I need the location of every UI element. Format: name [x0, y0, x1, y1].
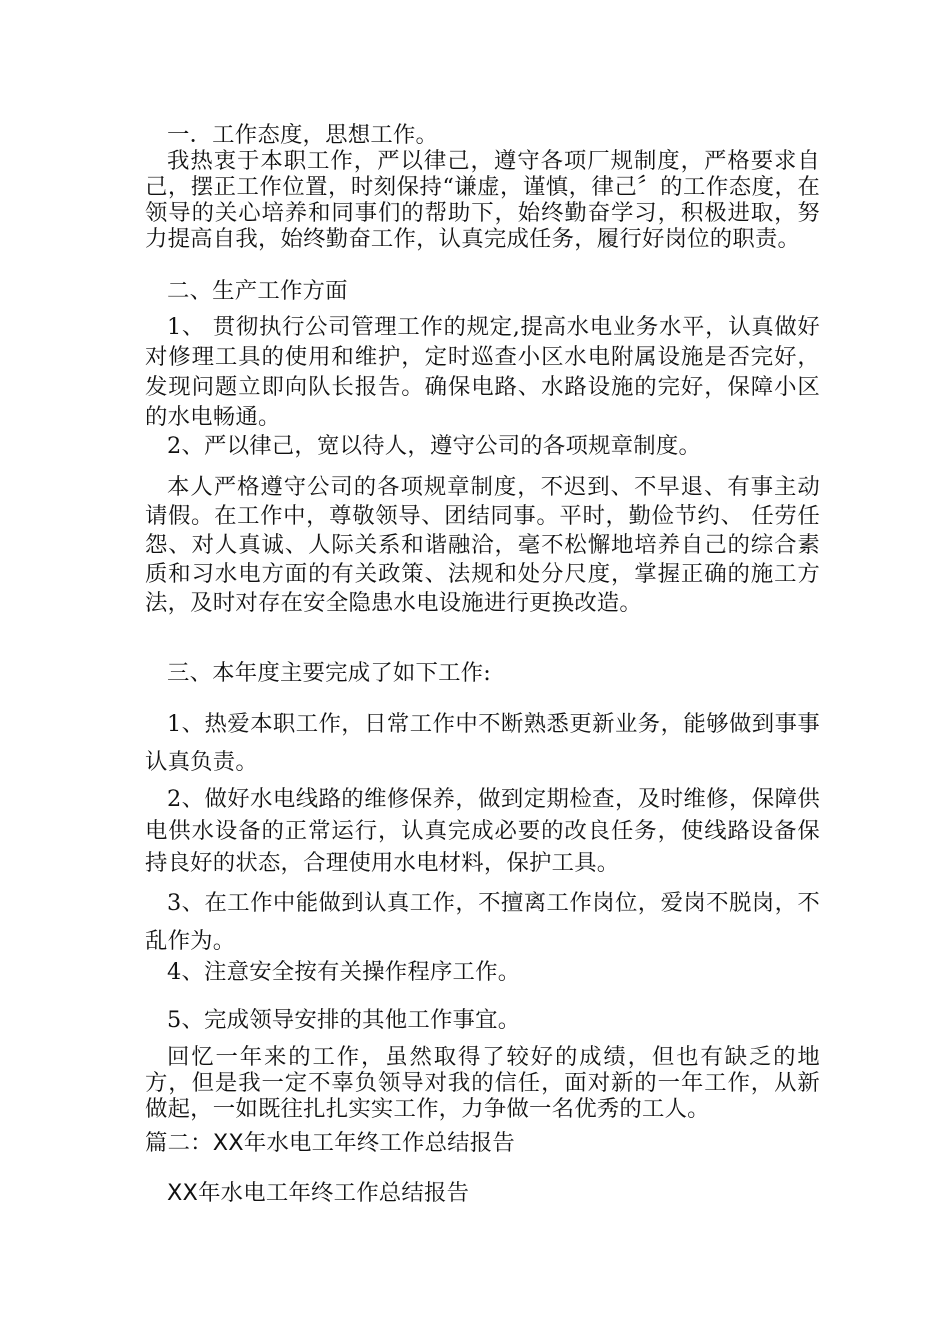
section-one-heading: 一．工作态度，思想工作。 [167, 122, 439, 148]
paragraph-item-3-3: 3、在工作中能做到认真工作，不擅离工作岗位，爱岗不脱岗，不乱作为。 [145, 890, 820, 954]
section-three-heading: 三、本年度主要完成了如下工作: [167, 660, 492, 686]
part-two-subtitle: XX年水电工年终工作总结报告 [167, 1180, 470, 1206]
section-two-heading: 二、生产工作方面 [167, 278, 348, 304]
paragraph-item-3-5: 5、完成领导安排的其他工作事宜。 [167, 1007, 521, 1033]
paragraph-item-2-1: 1、 贯彻执行公司管理工作的规定,提高水电业务水平，认真做好对修理工具的使用和维护，定时巡查小区水电附属设施是否完好，发现问题立即向队长报告。确保电路、水路设施的完好，保障小区的水电畅通。 [145, 314, 820, 430]
paragraph-item-2-2: 2、严以律己，宽以待人，遵守公司的各项规章制度。 [167, 433, 702, 459]
paragraph-item-3-4: 4、注意安全按有关操作程序工作。 [167, 959, 521, 985]
paragraph-review: 回忆一年来的工作，虽然取得了较好的成绩，但也有缺乏的地方，但是我一定不辜负领导对我的信任，面对新的一年工作，从新做起，一如既往扎扎实实工作，力争做一名优秀的工人。 [145, 1044, 820, 1122]
paragraph-item-3-1: 1、热爱本职工作，日常工作中不断熟悉更新业务，能够做到事事认真负责。 [145, 711, 820, 775]
paragraph-rules-compliance: 本人严格遵守公司的各项规章制度，不迟到、不早退、有事主动请假。在工作中，尊敬领导、团结同事。平时，勤俭节约、 任劳任怨、对人真诚、人际关系和谐融洽，毫不松懈地培养自己的综合素质和习水电方面的有关政策、法规和处分尺度，掌握正确的施工方法，及时对存在安全隐患水电设施进行更换改造。 [145, 474, 820, 616]
paragraph-item-3-2: 2、做好水电线路的维修保养，做到定期检查，及时维修，保障供电供水设备的正常运行，认真完成必要的改良任务，使线路设备保持良好的状态，合理使用水电材料，保护工具。 [145, 786, 820, 876]
paragraph-work-attitude: 我热衷于本职工作，严以律己，遵守各项厂规制度，严格要求自己，摆正工作位置，时刻保持“谦虚，谨慎，律己〞的工作态度，在领导的关心培养和同事们的帮助下，始终勤奋学习，积极进取，努力提高自我，始终勤奋工作，认真完成任务，履行好岗位的职责。 [145, 148, 820, 252]
part-two-title: 篇二：XX年水电工年终工作总结报告 [145, 1130, 515, 1156]
